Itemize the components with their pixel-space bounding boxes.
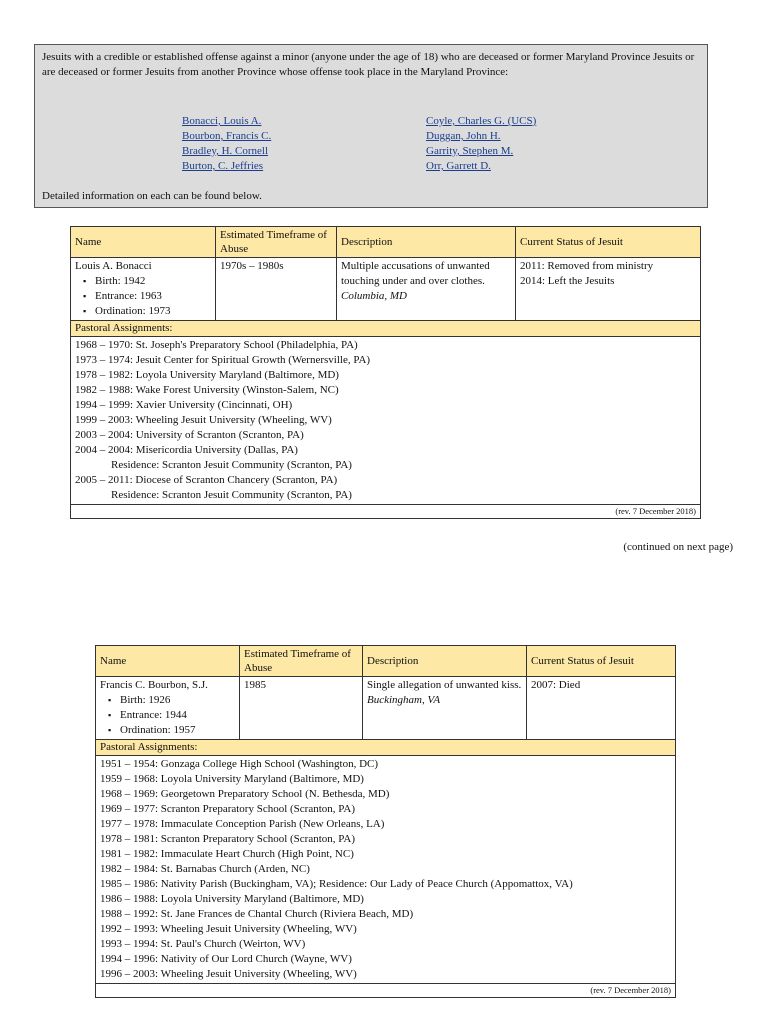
name-link[interactable]: Coyle, Charles G. (UCS)	[426, 115, 537, 127]
entrance: ▪ Entrance: 1963	[83, 289, 211, 304]
header-row	[71, 227, 701, 258]
assignment-item: 1968 – 1969: Georgetown Preparatory School (N. Bethesda, MD)	[100, 788, 390, 800]
name-link[interactable]: Bonacci, Louis A.	[182, 115, 262, 127]
header-name: Name	[71, 227, 216, 258]
assignment-item: 1973 – 1974: Jesuit Center for Spiritual Growth (Wernersville, PA)	[75, 354, 371, 366]
pastoral-header: Pastoral Assignments:	[96, 740, 676, 756]
header-row	[96, 646, 676, 677]
assignment-item: 2004 – 2004: Misericordia University (Dallas, PA)	[75, 444, 298, 456]
revision-note: (rev. 7 December 2018)	[96, 984, 676, 998]
name-column-1	[182, 114, 271, 174]
continued-note: (continued on next page)	[623, 541, 733, 553]
description-cell	[363, 677, 527, 740]
status-line: 2014: Left the Jesuits	[520, 275, 615, 287]
timeframe-cell: 1970s – 1980s	[216, 258, 337, 321]
name-cell	[71, 258, 216, 321]
location: Buckingham, VA	[367, 694, 441, 706]
location: Columbia, MD	[341, 290, 407, 302]
intro-text: Jesuits with a credible or established offense against a minor (anyone under the age of 18) who are deceased or former Maryland Province Jesuits or are deceased or former Jesuits from another Province whose offense took place in the Maryland Province:	[42, 51, 695, 78]
assignment-item: 1951 – 1954: Gonzaga College High School (Washington, DC)	[100, 758, 379, 770]
assignment-item: 1978 – 1982: Loyola University Maryland (Baltimore, MD)	[75, 369, 339, 381]
assignment-item: 1996 – 2003: Wheeling Jesuit University (Wheeling, WV)	[100, 968, 357, 980]
intro-footer: Detailed information on each can be found below.	[42, 190, 262, 202]
revision-row	[71, 505, 701, 519]
assignment-item: 1982 – 1988: Wake Forest University (Winston-Salem, NC)	[75, 384, 339, 396]
name-link[interactable]: Bourbon, Francis C.	[182, 130, 272, 142]
pastoral-header: Pastoral Assignments:	[71, 321, 701, 337]
assignment-item: 2003 – 2004: University of Scranton (Scranton, PA)	[75, 429, 304, 441]
assignment-item: 1969 – 1977: Scranton Preparatory School (Scranton, PA)	[100, 803, 356, 815]
header-description: Description	[363, 646, 527, 677]
status-line: 2011: Removed from ministry	[520, 260, 654, 272]
assignments-cell	[96, 756, 676, 984]
assignment-item: 1999 – 2003: Wheeling Jesuit University (Wheeling, WV)	[75, 414, 332, 426]
birth: ▪ Birth: 1926	[108, 693, 235, 708]
assignment-item: 1968 – 1970: St. Joseph's Preparatory School (Philadelphia, PA)	[75, 339, 358, 351]
ordination: ▪ Ordination: 1957	[108, 723, 235, 738]
name-link[interactable]: Burton, C. Jeffries	[182, 160, 264, 172]
intro-box	[34, 44, 708, 208]
description-cell	[337, 258, 516, 321]
pastoral-header-row	[96, 740, 676, 756]
jesuit-name: Francis C. Bourbon, S.J.	[100, 679, 208, 691]
description-text: Single allegation of unwanted kiss.	[367, 679, 522, 691]
assignment-item: 1994 – 1999: Xavier University (Cincinnati, OH)	[75, 399, 293, 411]
assignment-residence: Residence: Scranton Jesuit Community (Scranton, PA)	[111, 489, 352, 501]
assignment-item: 1959 – 1968: Loyola University Maryland (Baltimore, MD)	[100, 773, 364, 785]
jesuit-name: Louis A. Bonacci	[75, 260, 152, 272]
pastoral-header-row	[71, 321, 701, 337]
assignment-item: 1978 – 1981: Scranton Preparatory School (Scranton, PA)	[100, 833, 356, 845]
name-cell	[96, 677, 240, 740]
name-link[interactable]: Duggan, John H.	[426, 130, 501, 142]
record-row	[96, 677, 676, 740]
assignment-item: 1993 – 1994: St. Paul's Church (Weirton, WV)	[100, 938, 306, 950]
assignment-item: 1988 – 1992: St. Jane Frances de Chantal Church (Riviera Beach, MD)	[100, 908, 414, 920]
header-status: Current Status of Jesuit	[527, 646, 676, 677]
record-table-bonacci	[70, 226, 701, 519]
name-link[interactable]: Garrity, Stephen M.	[426, 145, 514, 157]
assignment-item: 2005 – 2011: Diocese of Scranton Chancery (Scranton, PA)	[75, 474, 338, 486]
description-text: Multiple accusations of unwanted touching under and over clothes.	[341, 260, 490, 287]
assignments-cell	[71, 337, 701, 505]
assignments-row	[96, 756, 676, 984]
timeframe-cell: 1985	[240, 677, 363, 740]
birth: ▪ Birth: 1942	[83, 274, 211, 289]
name-link[interactable]: Bradley, H. Cornell	[182, 145, 269, 157]
header-timeframe: Estimated Timeframe of Abuse	[216, 227, 337, 258]
header-status: Current Status of Jesuit	[516, 227, 701, 258]
header-timeframe: Estimated Timeframe of Abuse	[240, 646, 363, 677]
assignment-item: 1992 – 1993: Wheeling Jesuit University (Wheeling, WV)	[100, 923, 357, 935]
status-cell	[527, 677, 676, 740]
assignment-item: 1994 – 1996: Nativity of Our Lord Church (Wayne, WV)	[100, 953, 352, 965]
assignment-item: 1986 – 1988: Loyola University Maryland (Baltimore, MD)	[100, 893, 364, 905]
assignments-row	[71, 337, 701, 505]
assignment-item: 1985 – 1986: Nativity Parish (Buckingham, VA); Residence: Our Lady of Peace Church (Appomattox, VA)	[100, 878, 573, 890]
status-line: 2007: Died	[531, 679, 581, 691]
bio-list	[100, 693, 235, 738]
assignment-item: 1982 – 1984: St. Barnabas Church (Arden, NC)	[100, 863, 310, 875]
assignment-residence: Residence: Scranton Jesuit Community (Scranton, PA)	[111, 459, 352, 471]
ordination: ▪ Ordination: 1973	[83, 304, 211, 319]
name-link[interactable]: Orr, Garrett D.	[426, 160, 491, 172]
entrance: ▪ Entrance: 1944	[108, 708, 235, 723]
header-description: Description	[337, 227, 516, 258]
bio-list	[75, 274, 211, 319]
status-cell	[516, 258, 701, 321]
revision-row	[96, 984, 676, 998]
assignment-item: 1981 – 1982: Immaculate Heart Church (High Point, NC)	[100, 848, 354, 860]
name-column-2	[426, 114, 536, 174]
assignment-item: 1977 – 1978: Immaculate Conception Parish (New Orleans, LA)	[100, 818, 385, 830]
record-row	[71, 258, 701, 321]
header-name: Name	[96, 646, 240, 677]
revision-note: (rev. 7 December 2018)	[71, 505, 701, 519]
record-table-bourbon	[95, 645, 676, 998]
